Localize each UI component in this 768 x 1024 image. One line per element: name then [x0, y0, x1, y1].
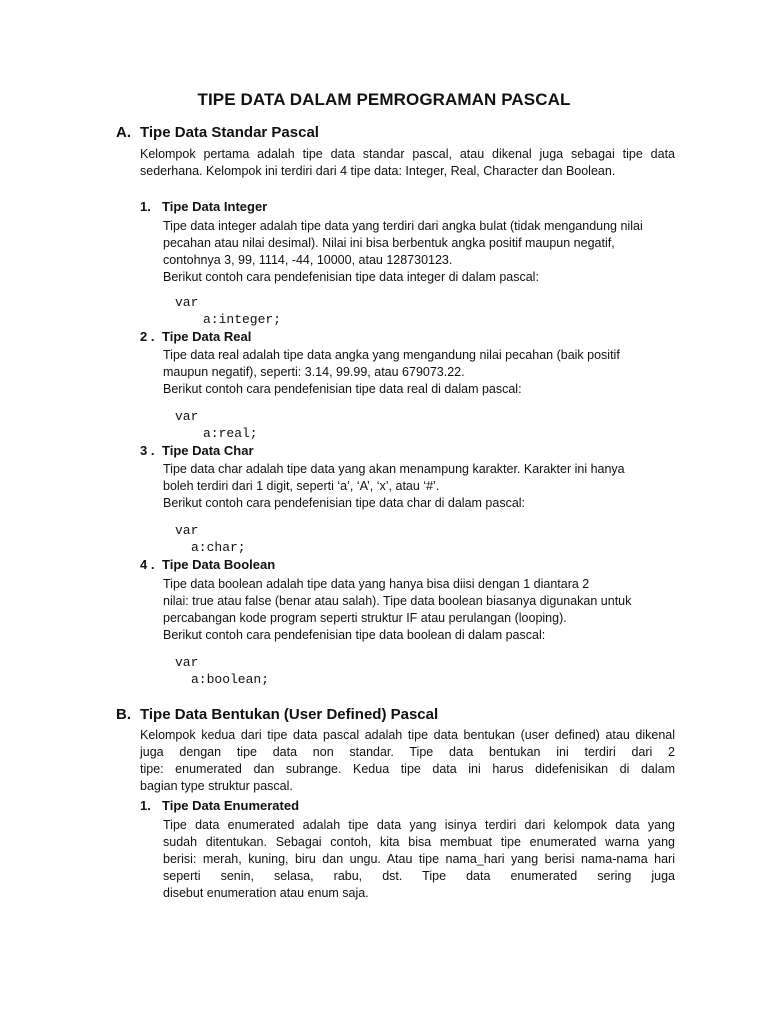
- subsection-number: 4 .: [140, 557, 155, 572]
- body-line: pecahan atau nilai desimal). Nilai ini bisa berbentuk angka positif maupun negatif,: [163, 236, 615, 250]
- subsection-number: 3 .: [140, 443, 155, 458]
- section-a-heading: [116, 124, 319, 141]
- body-line: Tipe data enumerated adalah tipe data yang isinya terdiri dari kelompok data yang: [163, 818, 675, 832]
- intro-line: Kelompok kedua dari tipe data pascal adalah tipe data bentukan (user defined) atau dikenal: [140, 728, 675, 742]
- subsection-enumerated-heading: [140, 798, 299, 813]
- subsection-boolean-heading: [140, 557, 275, 572]
- subsection-title: Tipe Data Integer: [162, 199, 268, 214]
- body-line: Berikut contoh cara pendefenisian tipe data integer di dalam pascal:: [163, 270, 539, 284]
- subsection-integer-body: [163, 218, 675, 286]
- page-title: TIPE DATA DALAM PEMROGRAMAN PASCAL: [197, 90, 571, 109]
- code-declaration: a:boolean;: [191, 672, 270, 687]
- subsection-char-heading: [140, 443, 254, 458]
- section-a-title: Tipe Data Standar Pascal: [140, 124, 319, 141]
- code-declaration: a:char;: [191, 540, 246, 555]
- subsection-real-heading: [140, 329, 251, 344]
- body-line: nilai: true atau false (benar atau salah). Tipe data boolean biasanya digunakan untuk: [163, 594, 632, 608]
- code-keyword-var: var: [175, 523, 199, 538]
- intro-line: Kelompok pertama adalah tipe data standar pascal, atau dikenal juga sebagai tipe data: [140, 147, 675, 161]
- subsection-title: Tipe Data Boolean: [162, 557, 276, 572]
- body-line: Berikut contoh cara pendefenisian tipe data real di dalam pascal:: [163, 382, 522, 396]
- subsection-boolean-body: [163, 576, 675, 644]
- body-line: seperti senin, selasa, rabu, dst. Tipe data enumerated sering juga: [163, 869, 675, 883]
- body-line: boleh terdiri dari 1 digit, seperti ‘a’, ‘A’, ‘x’, atau ‘#’.: [163, 479, 440, 493]
- body-line: Tipe data boolean adalah tipe data yang hanya bisa diisi dengan 1 diantara 2: [163, 577, 590, 591]
- subsection-real-body: [163, 347, 675, 398]
- subsection-number: 1.: [140, 798, 151, 813]
- body-line: contohnya 3, 99, 1114, -44, 10000, atau 128730123.: [163, 253, 453, 267]
- intro-line: sederhana. Kelompok ini terdiri dari 4 tipe data: Integer, Real, Character dan Boolean.: [140, 164, 616, 178]
- section-b-intro: [140, 727, 675, 795]
- body-line: Tipe data real adalah tipe data angka yang mengandung nilai pecahan (baik positif: [163, 348, 620, 362]
- section-a-intro: [140, 146, 675, 180]
- body-line: Berikut contoh cara pendefenisian tipe data char di dalam pascal:: [163, 496, 526, 510]
- intro-line: tipe: enumerated dan subrange. Kedua tipe data ini harus didefenisikan di dalam: [140, 762, 675, 776]
- body-line: Tipe data integer adalah tipe data yang terdiri dari angka bulat (tidak mengandung nilai: [163, 219, 643, 233]
- subsection-title: Tipe Data Enumerated: [162, 798, 300, 813]
- body-line: percabangan kode program seperti struktur IF atau perulangan (looping).: [163, 611, 567, 625]
- code-keyword-var: var: [175, 655, 199, 670]
- code-keyword-var: var: [175, 409, 199, 424]
- section-b-title: Tipe Data Bentukan (User Defined) Pascal: [140, 706, 439, 723]
- code-declaration: a:real;: [203, 426, 258, 441]
- body-line: maupun negatif), seperti: 3.14, 99.99, atau 679073.22.: [163, 365, 465, 379]
- section-a-letter: A.: [116, 124, 131, 141]
- section-b-letter: B.: [116, 706, 131, 723]
- code-keyword-var: var: [175, 295, 199, 310]
- subsection-number: 1.: [140, 199, 151, 214]
- code-declaration: a:integer;: [203, 312, 282, 327]
- body-line: Tipe data char adalah tipe data yang akan menampung karakter. Karakter ini hanya: [163, 462, 625, 476]
- body-line: disebut enumeration atau enum saja.: [163, 886, 369, 900]
- body-line: berisi: merah, kuning, biru dan ungu. Atau tipe nama_hari yang berisi nama-nama hari: [163, 852, 675, 866]
- body-line: Berikut contoh cara pendefenisian tipe data boolean di dalam pascal:: [163, 628, 546, 642]
- intro-line: juga dengan tipe data non standar. Tipe data bentukan ini terdiri dari 2: [140, 745, 675, 759]
- subsection-char-body: [163, 461, 675, 512]
- subsection-integer-heading: [140, 199, 267, 214]
- section-b-heading: [116, 706, 438, 723]
- subsection-title: Tipe Data Char: [162, 443, 254, 458]
- intro-line: bagian type struktur pascal.: [140, 779, 293, 793]
- subsection-number: 2 .: [140, 329, 155, 344]
- body-line: sudah ditentukan. Sebagai contoh, kita bisa membuat tipe enumerated warna yang: [163, 835, 675, 849]
- subsection-enumerated-body: [163, 817, 675, 902]
- subsection-title: Tipe Data Real: [162, 329, 252, 344]
